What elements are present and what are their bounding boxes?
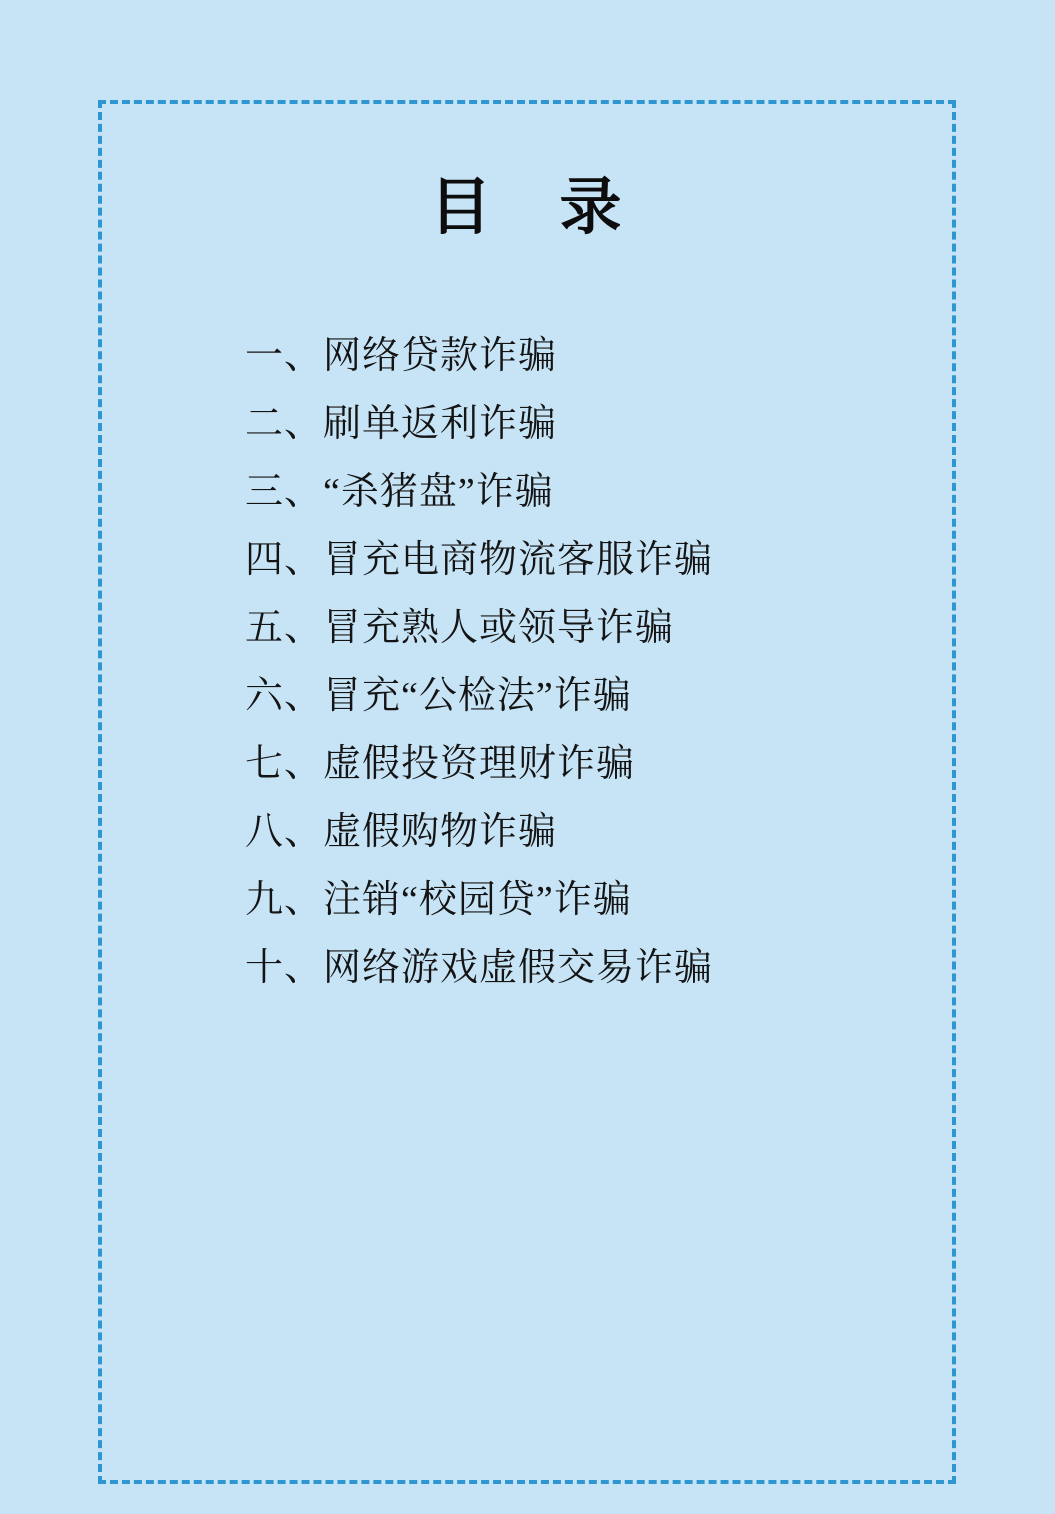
toc-item-5: 五、冒充熟人或领导诈骗 — [245, 606, 675, 649]
toc-item-6: 六、冒充“公检法”诈骗 — [245, 674, 632, 717]
toc-item-2: 二、刷单返利诈骗 — [245, 402, 558, 445]
toc-list — [102, 317, 952, 997]
toc-item-7: 七、虚假投资理财诈骗 — [245, 742, 636, 785]
toc-item-3: 三、“杀猪盘”诈骗 — [245, 470, 554, 513]
toc-item-10: 十、网络游戏虚假交易诈骗 — [245, 946, 714, 989]
toc-item-1: 一、网络贷款诈骗 — [245, 334, 558, 377]
page-title: 目 录 — [429, 174, 625, 242]
dashed-border-frame — [98, 100, 956, 1484]
toc-item-4: 四、冒充电商物流客服诈骗 — [245, 538, 714, 581]
toc-item-8: 八、虚假购物诈骗 — [245, 810, 558, 853]
toc-item-9: 九、注销“校园贷”诈骗 — [245, 878, 632, 921]
